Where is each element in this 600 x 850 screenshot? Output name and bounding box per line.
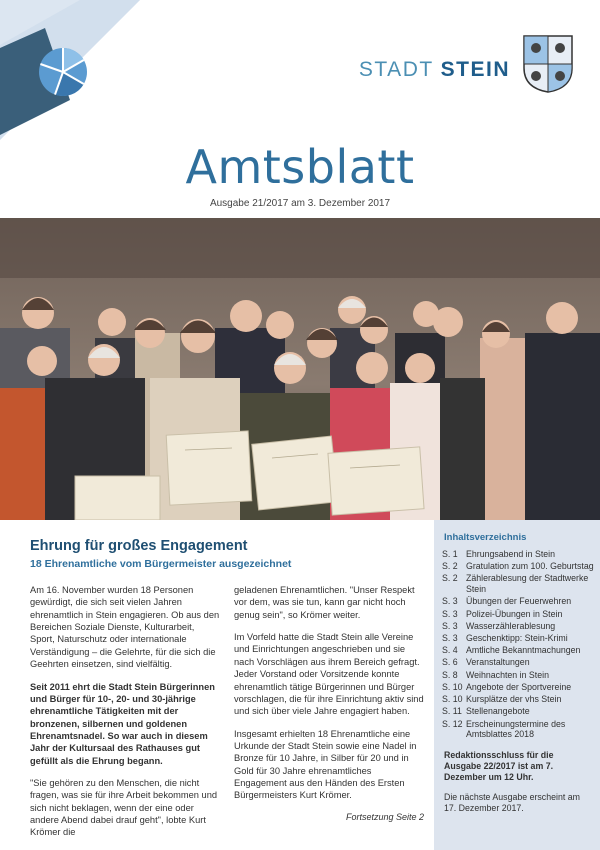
issue-line: Ausgabe 21/2017 am 3. Dezember 2017 — [209, 198, 391, 209]
toc-list — [442, 549, 594, 742]
toc-title: Inhaltsverzeichnis — [444, 532, 527, 543]
toc-item[interactable]: S. 2 Gratulation zum 100. Geburtstag — [442, 561, 594, 572]
article-column-2 — [234, 584, 424, 849]
article-headline: Ehrung für großes Engagement — [30, 538, 248, 554]
toc-item[interactable]: S. 8 Weihnachten in Stein — [442, 669, 549, 680]
toc-item[interactable]: S. 10 Angebote der Sportvereine — [442, 681, 572, 692]
city-brand — [359, 58, 510, 82]
article-paragraph: Am 16. November wurden 18 Personen gewürdigt, die sich seit vielen Jahren ehrenamtlich in Stein engagieren. Ob aus den Bereichen Soziale Dienste, Kulturarbeit, Sport, Naturschutz oder internationale Verständigung – die Gelehrte, für die sich die Geehrten einsetzen, sind vielfältig. — [30, 585, 220, 670]
toc-item[interactable]: S. 1 Ehrungsabend in Stein — [442, 549, 556, 559]
toc-item[interactable]: S. 3 Geschenktipp: Stein-Krimi — [442, 633, 568, 644]
article-paragraph: Im Vorfeld hatte die Stadt Stein alle Vereine und Einrichtungen angeschrieben und sie nach Vorschlägen aus ihrem Bereich gefragt. Jeder Vorstand oder Vorsitzende konnte ehrenamtlich tätige Bürgerinnen und Bürger vorschlagen, die für ihre Einrichtung aktiv sind und sich über viele Jahre engagiert haben. — [234, 632, 424, 717]
next-issue-note: Die nächste Ausgabe erscheint am 17. Dezember 2017. — [444, 791, 580, 814]
toc-item[interactable]: S. 3 Polizei-Übungen in Stein — [442, 608, 563, 619]
group-photo — [0, 218, 600, 520]
toc-item[interactable]: S. 3 Wasserzählerablesung — [442, 620, 556, 631]
brand-prefix: STADT — [358, 58, 434, 81]
toc-item[interactable]: S. 3 Übungen der Feuerwehren — [442, 596, 572, 607]
toc-item[interactable]: S. 12 Erscheinungstermine des Amtsblattes 2018 — [442, 718, 566, 740]
city-crest-icon — [522, 34, 574, 94]
toc-item[interactable]: S. 6 Veranstaltungen — [442, 657, 530, 668]
article-column-1 — [30, 584, 220, 849]
article-paragraph: Insgesamt erhielten 18 Ehrenamtliche eine Urkunde der Stadt Stein sowie eine Nadel in Bronze für 10 Jahre, in Silber für 20 und in Gold für 30 Jahre ehrenamtliches Engagement aus den Händen des Ersten Bürgermeisters Kurt Krömer. — [234, 728, 417, 801]
toc-item[interactable]: S. 2 Zählerablesung der Stadtwerke Stein — [442, 573, 589, 595]
article-paragraph: "Sie gehören zu den Menschen, die nicht fragen, was sie für ihre Arbeit bekommen und sich nicht beklagen, wenn der eine oder andere Abend dabei drauf geht", lobte Kurt Krömer die — [30, 778, 218, 838]
continuation-note: Fortsetzung Seite 2 — [345, 811, 424, 822]
toc-item[interactable]: S. 4 Amtliche Bekanntmachungen — [442, 645, 581, 656]
article-paragraph: geladenen Ehrenamtlichen. "Unser Respekt vor dem, was sie tun, kann gar nicht hoch genug sein", so Krömer weiter. — [234, 585, 415, 620]
deadline-note: Redaktionsschluss für die Ausgabe 22/2017 ist am 7. Dezember um 12 Uhr. — [444, 749, 554, 783]
article-subheadline: 18 Ehrenamtliche vom Bürgermeister ausgezeichnet — [30, 558, 292, 570]
corner-decoration — [0, 0, 140, 140]
toc-item[interactable]: S. 10 Kursplätze der vhs Stein — [442, 694, 562, 705]
toc-item[interactable]: S. 11 Stellenangebote — [442, 706, 530, 717]
table-of-contents — [434, 520, 600, 850]
page-title: Amtsblatt — [185, 140, 415, 194]
brand-name: STEIN — [440, 58, 510, 81]
lead-article — [30, 538, 425, 849]
article-paragraph: Seit 2011 ehrt die Stadt Stein Bürgerinnen und Bürger für 10-, 20- und 30-jährige ehrenamtliche Tätigkeiten mit der bronzenen, silbernen und goldenen Ehrenamtsnadel. So war auch in diesem Jahr der Kultursaal des Rathauses gut gefüllt als die Ehrung begann. — [30, 681, 215, 766]
